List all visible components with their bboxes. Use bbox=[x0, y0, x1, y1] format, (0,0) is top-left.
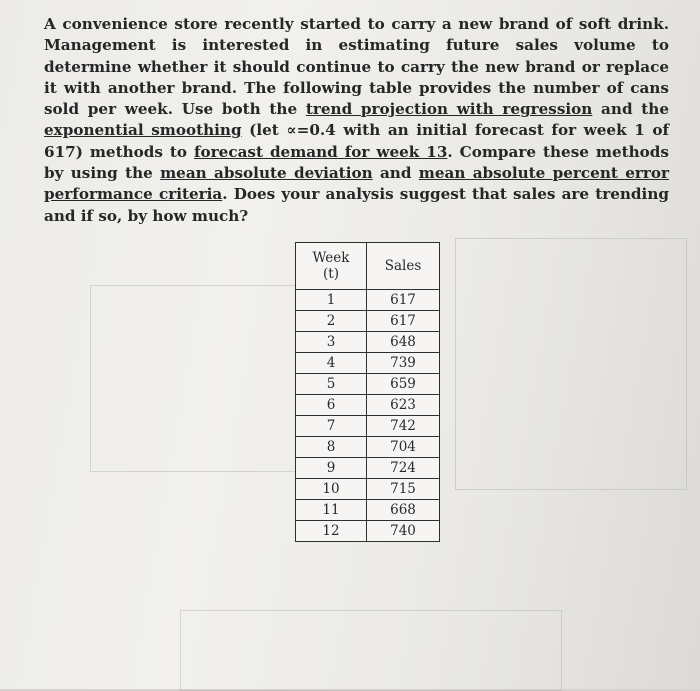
sales-cell: 739 bbox=[367, 353, 440, 374]
table-row bbox=[296, 311, 440, 332]
table-row bbox=[296, 437, 440, 458]
problem-text-5: and bbox=[372, 164, 419, 183]
sales-cell: 742 bbox=[367, 416, 440, 437]
table-header-row bbox=[296, 243, 440, 290]
table-row bbox=[296, 479, 440, 500]
sales-cell: 668 bbox=[367, 500, 440, 521]
table-row bbox=[296, 332, 440, 353]
week-cell: 7 bbox=[296, 416, 367, 437]
sales-cell: 617 bbox=[367, 290, 440, 311]
term-mean-absolute-deviation: mean absolute deviation bbox=[160, 164, 373, 183]
table-row bbox=[296, 353, 440, 374]
table-row bbox=[296, 458, 440, 479]
week-cell: 11 bbox=[296, 500, 367, 521]
week-cell: 5 bbox=[296, 374, 367, 395]
week-cell: 6 bbox=[296, 395, 367, 416]
sales-cell: 623 bbox=[367, 395, 440, 416]
ghost-grid-bottom bbox=[180, 610, 562, 691]
term-exponential-smoothing: exponential smoothing bbox=[44, 121, 242, 140]
problem-text-3: (let ∝=0.4 with an initial forecast for week 1 of 617) methods to bbox=[44, 121, 670, 161]
sales-cell: 648 bbox=[367, 332, 440, 353]
header-sales: Sales bbox=[367, 243, 440, 290]
sales-cell: 617 bbox=[367, 311, 440, 332]
problem-text-2: and the bbox=[592, 100, 669, 119]
table-row bbox=[296, 290, 440, 311]
problem-statement bbox=[44, 14, 669, 227]
ghost-grid-right bbox=[455, 238, 687, 490]
header-week-t: (t) bbox=[323, 266, 339, 282]
sales-cell: 659 bbox=[367, 374, 440, 395]
table-row bbox=[296, 395, 440, 416]
week-cell: 12 bbox=[296, 521, 367, 542]
week-cell: 4 bbox=[296, 353, 367, 374]
sales-cell: 724 bbox=[367, 458, 440, 479]
table-row bbox=[296, 521, 440, 542]
sales-cell: 740 bbox=[367, 521, 440, 542]
table-row bbox=[296, 500, 440, 521]
problem-text-6: . Does your analysis suggest that sales are trending and if so, by how much? bbox=[44, 185, 669, 225]
term-mape: mean absolute percent error performance criteria bbox=[44, 164, 669, 204]
header-week bbox=[296, 243, 367, 290]
sales-cell: 715 bbox=[367, 479, 440, 500]
term-forecast-demand: forecast demand for week 13 bbox=[194, 142, 448, 161]
week-cell: 8 bbox=[296, 437, 367, 458]
week-cell: 9 bbox=[296, 458, 367, 479]
problem-text-4: . Compare these methods by using the bbox=[44, 142, 669, 183]
table-row bbox=[296, 374, 440, 395]
sales-cell: 704 bbox=[367, 437, 440, 458]
week-cell: 2 bbox=[296, 311, 367, 332]
problem-text-1: A convenience store recently started to carry a new brand of soft drink. Management is interested in estimating future sales volume to determine whether it should continue to carry the new brand or replace it with another brand. The following table provides the number of cans sold per week. Use both the bbox=[44, 15, 669, 119]
week-cell: 3 bbox=[296, 332, 367, 353]
ghost-grid-left bbox=[90, 285, 297, 472]
table-row bbox=[296, 416, 440, 437]
week-cell: 10 bbox=[296, 479, 367, 500]
sales-table bbox=[295, 242, 440, 542]
week-cell: 1 bbox=[296, 290, 367, 311]
header-week-label: Week bbox=[312, 250, 350, 266]
term-trend-projection: trend projection with regression bbox=[305, 100, 593, 119]
